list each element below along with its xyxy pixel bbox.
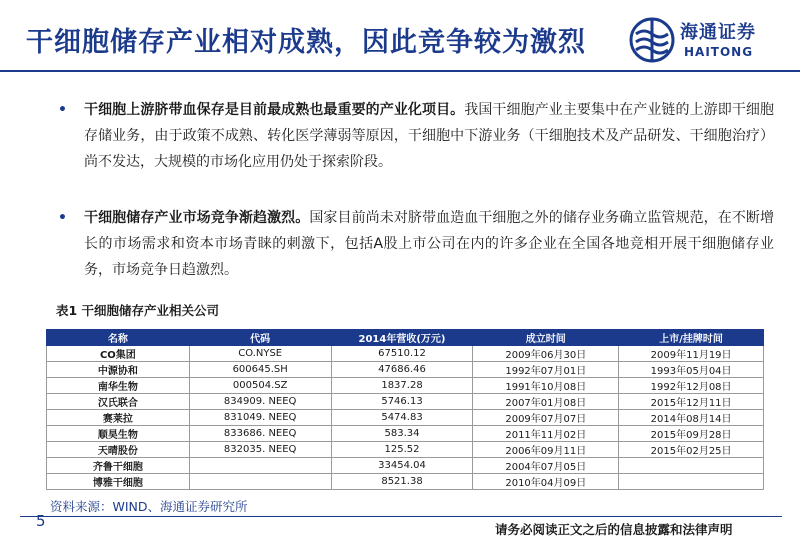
header-divider xyxy=(0,70,800,72)
data-source-note: 资料来源：WIND、海通证券研究所 xyxy=(50,499,248,514)
table-cell: 1992年12月08日 xyxy=(619,378,764,394)
table-cell xyxy=(189,474,331,490)
table-cell: CO.NYSE xyxy=(189,346,331,362)
table-cell: 834909. NEEQ xyxy=(189,394,331,410)
bullet-lead: 干细胞储存产业市场竞争渐趋激烈。 xyxy=(84,210,310,226)
logo-chinese-name: 海通证券 xyxy=(680,22,756,43)
table-cell: 831049. NEEQ xyxy=(189,410,331,426)
table-cell: 5746.13 xyxy=(331,394,473,410)
table-cell: 中源协和 xyxy=(47,362,190,378)
table-cell: CO集团 xyxy=(47,346,190,362)
table-cell: 赛莱拉 xyxy=(47,410,190,426)
table-cell: 67510.12 xyxy=(331,346,473,362)
footer-divider xyxy=(20,516,782,517)
table-cell: 天晴股份 xyxy=(47,442,190,458)
table-cell: 583.34 xyxy=(331,426,473,442)
bullet-dot-icon: • xyxy=(58,102,67,118)
page-number: 5 xyxy=(36,512,46,530)
table-cell: 125.52 xyxy=(331,442,473,458)
table-row xyxy=(47,362,764,378)
table-cell xyxy=(619,474,764,490)
table-header-row xyxy=(47,330,764,346)
table-row xyxy=(47,346,764,362)
table-cell: 2007年01月08日 xyxy=(473,394,619,410)
table-cell: 1991年10月08日 xyxy=(473,378,619,394)
table-cell: 1992年07月01日 xyxy=(473,362,619,378)
table-cell: 833686. NEEQ xyxy=(189,426,331,442)
table-cell: 汉氏联合 xyxy=(47,394,190,410)
table-cell xyxy=(189,458,331,474)
table-cell: 47686.46 xyxy=(331,362,473,378)
table-cell: 齐鲁干细胞 xyxy=(47,458,190,474)
table-row xyxy=(47,426,764,442)
bullet-dot-icon: • xyxy=(58,210,67,226)
table-cell: 2009年06月30日 xyxy=(473,346,619,362)
column-header: 代码 xyxy=(189,330,331,346)
table-cell: 2010年04月09日 xyxy=(473,474,619,490)
table-cell: 2009年11月19日 xyxy=(619,346,764,362)
table-cell: 2011年11月02日 xyxy=(473,426,619,442)
table-cell: 博雅干细胞 xyxy=(47,474,190,490)
table-cell: 2004年07月05日 xyxy=(473,458,619,474)
table-cell: 600645.SH xyxy=(189,362,331,378)
table-cell: 832035. NEEQ xyxy=(189,442,331,458)
table-row xyxy=(47,458,764,474)
table-cell: 2015年09月28日 xyxy=(619,426,764,442)
table-cell: 2006年09月11日 xyxy=(473,442,619,458)
table-cell: 顺昊生物 xyxy=(47,426,190,442)
table-cell: 1837.28 xyxy=(331,378,473,394)
bullet-lead: 干细胞上游脐带血保存是目前最成熟也最重要的产业化项目。 xyxy=(84,102,465,118)
table-cell: 2014年08月14日 xyxy=(619,410,764,426)
table-caption: 表1 干细胞储存产业相关公司 xyxy=(56,303,220,318)
table-cell: 2009年07月07日 xyxy=(473,410,619,426)
page-title: 干细胞储存产业相对成熟，因此竞争较为激烈 xyxy=(26,27,586,58)
bullet-body: 我国干细胞产业主要集中在产业链的上游即干细胞存储业务，由于政策不成熟、转化医学薄弱等原因，干细胞中下游业务（干细胞技术及产品研发、干细胞治疗）尚不发达，大规模的市场化应用仍处于探索阶段。 xyxy=(84,102,774,170)
haitong-logo-icon xyxy=(628,16,676,64)
table-row xyxy=(47,394,764,410)
logo-english-name: HAITONG xyxy=(684,45,754,59)
table-cell: 2015年12月11日 xyxy=(619,394,764,410)
column-header: 名称 xyxy=(47,330,190,346)
companies-table xyxy=(46,329,764,490)
table-cell: 33454.04 xyxy=(331,458,473,474)
table-cell: 2015年02月25日 xyxy=(619,442,764,458)
table-row xyxy=(47,378,764,394)
bullet-body: 国家目前尚未对脐带血造血干细胞之外的储存业务确立监管规范，在不断增长的市场需求和资本市场青睐的刺激下，包括A股上市公司在内的许多企业在全国各地竞相开展干细胞储存业务，市场竞争日趋激烈。 xyxy=(84,210,775,278)
bullet-paragraph xyxy=(58,205,775,283)
column-header: 上市/挂牌时间 xyxy=(619,330,764,346)
table-cell: 南华生物 xyxy=(47,378,190,394)
table-row xyxy=(47,442,764,458)
column-header: 2014年营收(万元) xyxy=(331,330,473,346)
company-logo xyxy=(628,16,778,66)
table-cell: 8521.38 xyxy=(331,474,473,490)
table-cell: 5474.83 xyxy=(331,410,473,426)
legal-disclaimer: 请务必阅读正文之后的信息披露和法律声明 xyxy=(495,522,733,537)
column-header: 成立时间 xyxy=(473,330,619,346)
bullet-paragraph xyxy=(58,97,774,175)
table-row xyxy=(47,410,764,426)
table-row xyxy=(47,474,764,490)
table-cell xyxy=(619,458,764,474)
table-cell: 000504.SZ xyxy=(189,378,331,394)
table-cell: 1993年05月04日 xyxy=(619,362,764,378)
